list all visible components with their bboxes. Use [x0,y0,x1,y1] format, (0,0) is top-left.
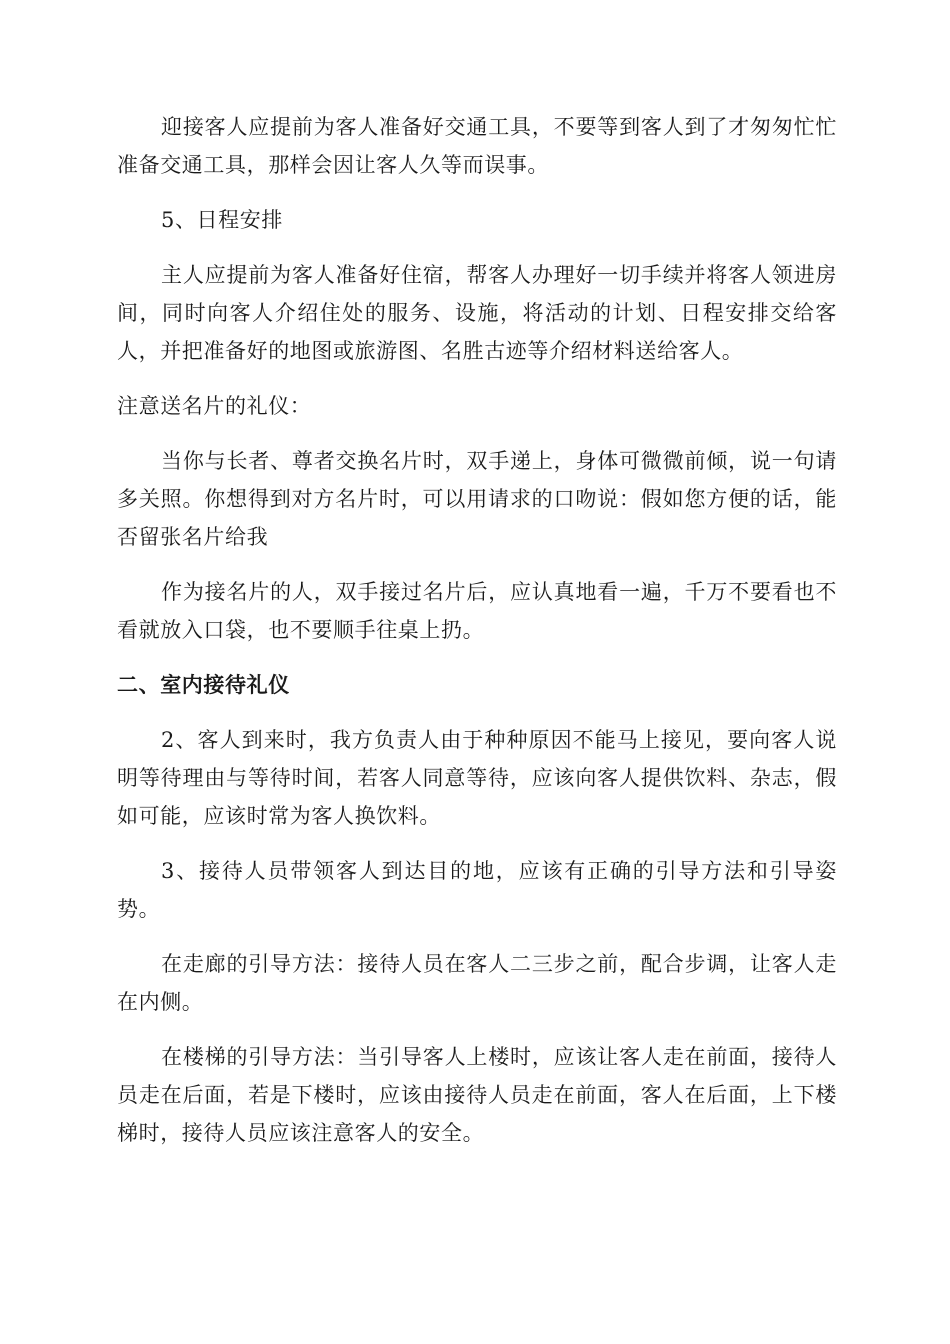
paragraph-stairs: 在楼梯的引导方法：当引导客人上楼时，应该让客人走在前面，接待人员走在后面，若是下楼时，应该由接待人员走在前面，客人在后面，上下楼梯时，接待人员应该注意客人的安全。 [117,1045,837,1145]
paragraph-accommodation: 主人应提前为客人准备好住宿，帮客人办理好一切手续并将客人领进房间，同时向客人介绍住处的服务、设施，将活动的计划、日程安排交给客人，并把准备好的地图或旅游图、名胜古迹等介绍材料送给客人。 [117,263,837,363]
paragraph-card-exchange: 当你与长者、尊者交换名片时，双手递上，身体可微微前倾，说一句请多关照。你想得到对方名片时，可以用请求的口吻说：假如您方便的话，能否留张名片给我 [117,449,837,549]
paragraph-transport: 迎接客人应提前为客人准备好交通工具，不要等到客人到了才匆匆忙忙准备交通工具，那样会因让客人久等而误事。 [117,115,837,177]
document-page [117,108,837,1169]
paragraph-card-receive: 作为接名片的人，双手接过名片后，应认真地看一遍，千万不要看也不看就放入口袋，也不要顺手往桌上扔。 [117,580,837,642]
paragraph-waiting: 2、客人到来时，我方负责人由于种种原因不能马上接见，要向客人说明等待理由与等待时间，若客人同意等待，应该向客人提供饮料、杂志，假如可能，应该时常为客人换饮料。 [117,728,837,828]
section-schedule-title: 5、日程安排 [161,208,283,232]
paragraph-guiding: 3、接待人员带领客人到达目的地，应该有正确的引导方法和引导姿势。 [117,859,837,921]
section-heading-indoor-reception: 二、室内接待礼仪 [117,673,290,697]
paragraph-corridor: 在走廊的引导方法：接待人员在客人二三步之前，配合步调，让客人走在内侧。 [117,952,837,1014]
business-card-etiquette-label: 注意送名片的礼仪： [117,394,312,418]
